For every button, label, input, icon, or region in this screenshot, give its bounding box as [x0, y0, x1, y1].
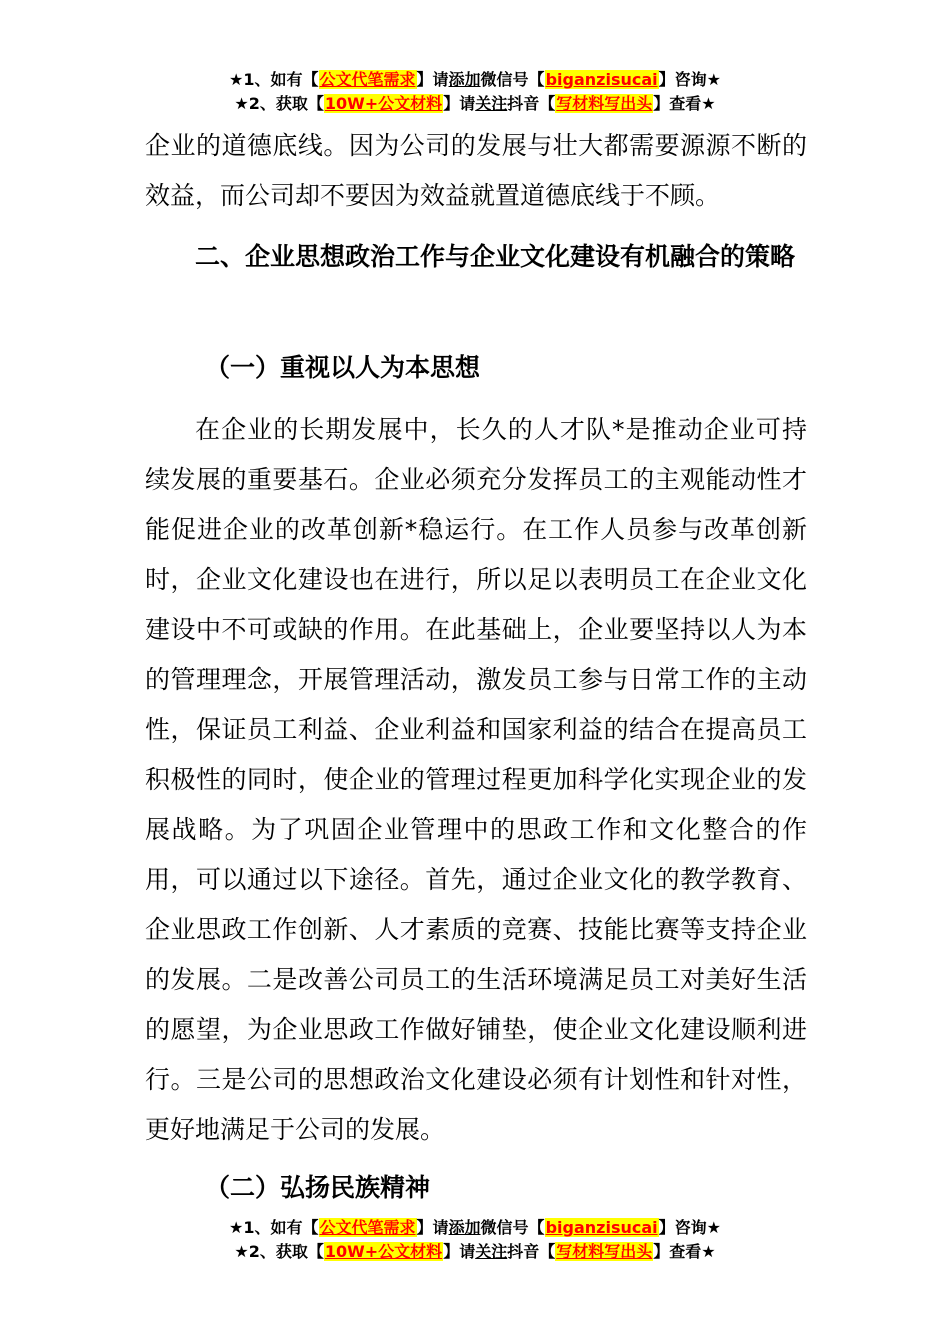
- bottom-banner-line-1-underlined: 添加: [448, 1218, 481, 1237]
- banner-line-2-underlined: 关注: [475, 94, 508, 113]
- bottom-banner-highlight-douyin-account: 写材料写出头: [556, 1242, 653, 1261]
- bottom-banner-highlight-ghostwriting: 公文代笔需求: [319, 1218, 416, 1237]
- bottom-banner-line-2-suffix: 】查看★: [653, 1242, 716, 1261]
- banner-line-1-middle-b: 微信号【: [480, 70, 545, 89]
- banner-highlight-wechat-id: biganzisucai: [545, 70, 658, 89]
- bottom-banner: [0, 1216, 950, 1264]
- banner-highlight-ghostwriting: 公文代笔需求: [319, 70, 416, 89]
- banner-line-1-suffix: 】咨询★: [658, 70, 721, 89]
- banner-line-1-middle-a: 】请: [416, 70, 449, 89]
- bottom-banner-line-1: [0, 1216, 950, 1240]
- top-banner: [0, 68, 950, 116]
- banner-line-2: [0, 92, 950, 116]
- bottom-banner-line-1-middle-b: 微信号【: [480, 1218, 545, 1237]
- bottom-banner-line-2: [0, 1240, 950, 1264]
- subheading-national-spirit: （二）弘扬民族精神: [205, 1173, 431, 1202]
- banner-line-2-middle-b: 抖音【: [507, 94, 556, 113]
- banner-line-1-prefix: ★1、如有【: [229, 70, 319, 89]
- bottom-banner-line-1-middle-a: 】请: [416, 1218, 449, 1237]
- bottom-banner-line-2-middle-a: 】请: [443, 1242, 476, 1261]
- banner-highlight-materials: 10W+公文材料: [324, 94, 443, 113]
- banner-highlight-douyin-account: 写材料写出头: [556, 94, 653, 113]
- paragraph-continued: 企业的道德底线。因为公司的发展与壮大都需要源源不断的效益，而公司却不要因为效益就置道德底线于不顾。: [145, 131, 807, 210]
- section-heading: 二、企业思想政治工作与企业文化建设有机融合的策略: [195, 242, 796, 271]
- banner-line-1-underlined: 添加: [448, 70, 481, 89]
- banner-line-1: [0, 68, 950, 92]
- bottom-banner-line-2-prefix: ★2、获取【: [234, 1242, 324, 1261]
- bottom-banner-highlight-wechat-id: biganzisucai: [545, 1218, 658, 1237]
- paragraph-main: 在企业的长期发展中，长久的人才队*是推动企业可持续发展的重要基石。企业必须充分发挥员工的主观能动性才能促进企业的改革创新*稳运行。在工作人员参与改革创新时，企业文化建设也在进行，所以足以表明员工在企业文化建设中不可或缺的作用。在此基础上，企业要坚持以人为本的管理理念，开展管理活动，激发员工参与日常工作的主动性，保证员工利益、企业利益和国家利益的结合在提高员工积极性的同时，使企业的管理过程更加科学化实现企业的发展战略。为了巩固企业管理中的思政工作和文化整合的作用，可以通过以下途径。首先，通过企业文化的教学教育、企业思政工作创新、人才素质的竞赛、技能比赛等支持企业的发展。二是改善公司员工的生活环境满足员工对美好生活的愿望，为企业思政工作做好铺垫，使企业文化建设顺利进行。三是公司的思想政治文化建设必须有计划性和针对性，更好地满足于公司的发展。: [145, 415, 807, 1144]
- bottom-banner-highlight-materials: 10W+公文材料: [324, 1242, 443, 1261]
- banner-line-2-middle-a: 】请: [443, 94, 476, 113]
- banner-line-2-suffix: 】查看★: [653, 94, 716, 113]
- bottom-banner-line-1-suffix: 】咨询★: [658, 1218, 721, 1237]
- bottom-banner-line-2-underlined: 关注: [475, 1242, 508, 1261]
- banner-line-2-prefix: ★2、获取【: [234, 94, 324, 113]
- bottom-banner-line-2-middle-b: 抖音【: [507, 1242, 556, 1261]
- bottom-banner-line-1-prefix: ★1、如有【: [229, 1218, 319, 1237]
- subheading-people-oriented: （一）重视以人为本思想: [205, 353, 481, 382]
